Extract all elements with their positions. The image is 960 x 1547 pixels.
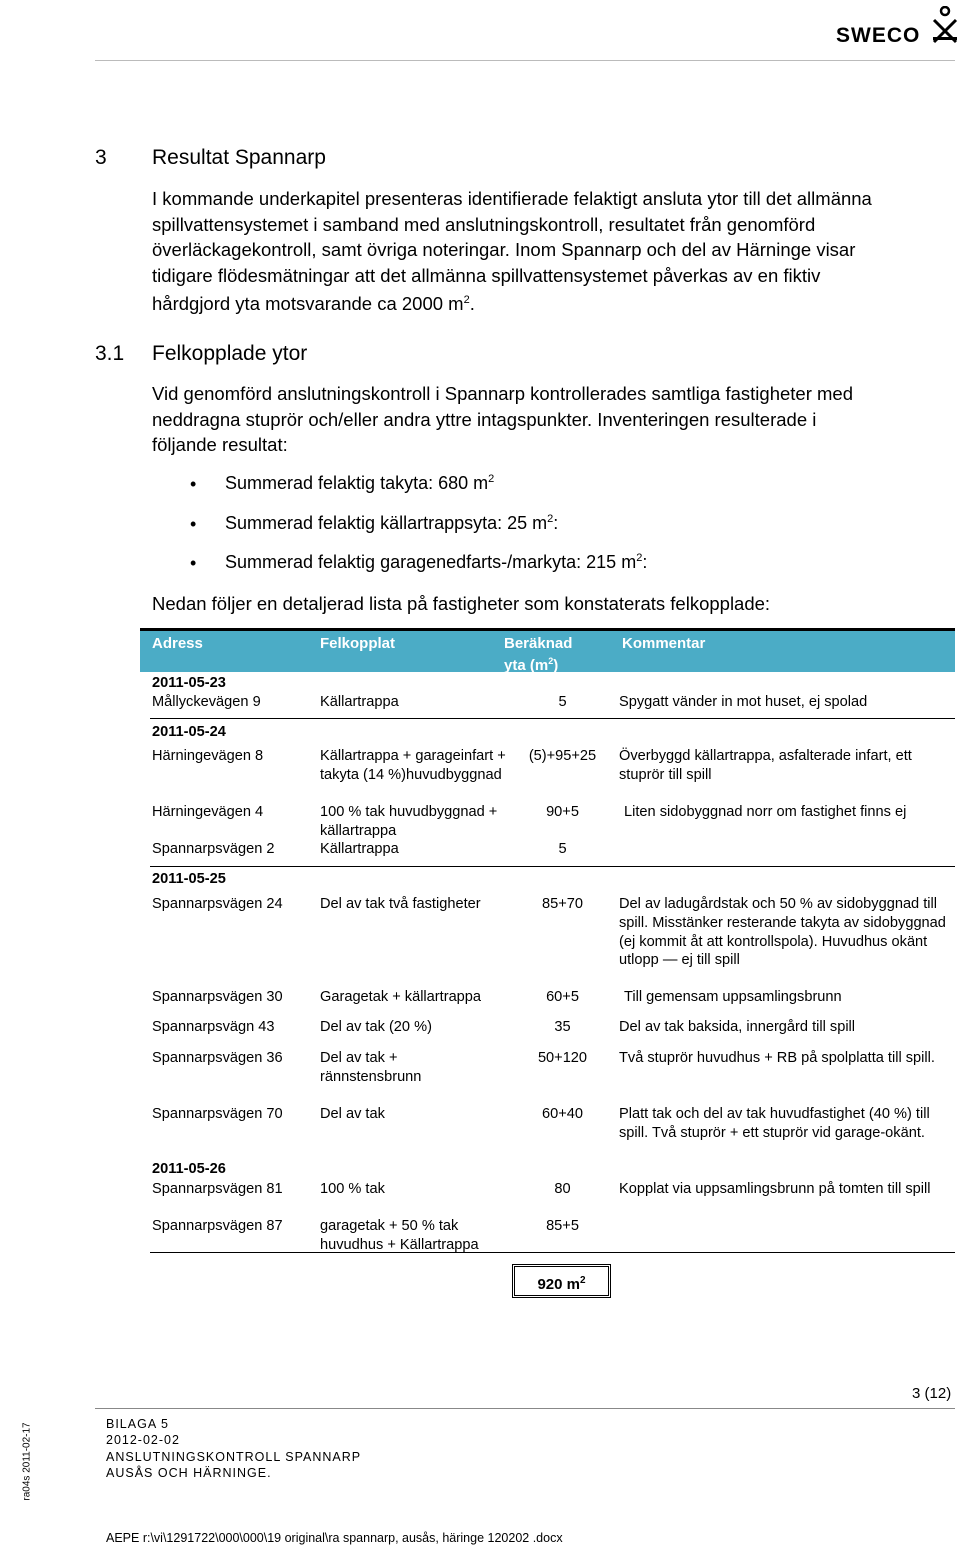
file-path: AEPE r:\vi\1291722\000\000\19 original\ra spannarp, ausås, häringe 120202 .docx xyxy=(106,1531,563,1545)
intro-line: tidigare flödesmätningar att det allmänna spillvattensystemet påverkas av en fiktiv xyxy=(152,264,821,286)
cell-adress: Spannarpsvägen 70 xyxy=(152,1106,283,1122)
cell-felkopplat: Del av tak xyxy=(320,1106,385,1122)
cell-kommentar: Platt tak och del av tak huvudfastighet (40 %) till spill. Två stuprör + ett stuprör vid garage-okänt. xyxy=(619,1106,930,1141)
sweco-logo xyxy=(836,6,958,46)
section-number: 3 xyxy=(95,146,107,169)
footer-line: 2012-02-02 xyxy=(106,1433,180,1448)
footer-block xyxy=(106,1416,361,1481)
section-intro xyxy=(152,186,952,317)
cell-adress: Härningevägen 8 xyxy=(152,748,264,764)
cell-felkopplat: 100 % tak huvudbyggnad + källartrappa xyxy=(320,804,498,839)
cell-yta: (5)+95+25 xyxy=(528,748,597,764)
intro-line: I kommande underkapitel presenteras identifierade felaktigt ansluta ytor till det allmänna xyxy=(152,188,872,209)
intro-line: överläckagekontroll, samt övriga noteringar. Inom Spannarp och del av Härninge visar xyxy=(152,239,856,260)
template-code: ra04s 2011-02-17 xyxy=(21,1422,33,1501)
subsection-paragraph xyxy=(152,381,952,458)
cell-kommentar: Del av tak baksida, innergård till spill xyxy=(619,1019,856,1035)
intro-line: spillvattensystemet i samband med anslutningskontroll, resultatet från genomförd xyxy=(152,213,816,235)
footer-line: BILAGA 5 xyxy=(106,1417,169,1431)
sweco-logo-mark-icon xyxy=(931,6,959,44)
page-number: 3 (12) xyxy=(912,1385,952,1402)
cell-kommentar: Överbyggd källartrappa, asfalterade infart, ett stuprör till spill xyxy=(619,748,912,783)
table-separator xyxy=(150,1252,955,1253)
para-line: neddragna stuprör och/eller andra yttre intagspunkter. Inventeringen resulterade i xyxy=(152,408,817,430)
cell-adress: Spannarpsvägen 36 xyxy=(152,1050,283,1066)
header-divider xyxy=(95,60,955,61)
cell-kommentar: Till gemensam uppsamlingsbrunn xyxy=(624,989,842,1005)
cell-felkopplat: 100 % tak xyxy=(320,1181,385,1197)
cell-adress: Härningevägen 4 xyxy=(152,804,264,820)
cell-adress: Spannarpsvägen 24 xyxy=(152,896,283,912)
bullet-item: Summerad felaktig källartrappsyta: 25 $m^2$: xyxy=(225,513,559,533)
date-group-label: 2011-05-24 xyxy=(152,724,226,740)
cell-adress: Mållyckevägen 9 xyxy=(152,694,261,710)
cell-yta: 50+120 xyxy=(537,1050,588,1066)
header-beraknad: Beräknad xyxy=(504,635,573,652)
cell-felkopplat: Garagetak + källartrappa xyxy=(320,989,482,1005)
intro-line-last: hårdgjord yta motsvarande ca 2000 $m^2$. xyxy=(152,293,475,315)
cell-adress: Spannarpsvägen 2 xyxy=(152,841,275,857)
table-intro: Nedan följer en detaljerad lista på fastigheter som konstaterats felkopplade: xyxy=(152,593,771,614)
para-line: följande resultat: xyxy=(152,434,288,455)
header-kommentar: Kommentar xyxy=(622,635,706,652)
cell-adress: Spannarpsvägen 81 xyxy=(152,1181,283,1197)
cell-kommentar: Två stuprör huvudhus + RB på spolplatta till spill. xyxy=(619,1050,935,1066)
cell-yta: 35 xyxy=(554,1019,571,1035)
table-separator xyxy=(150,718,955,719)
cell-kommentar: Spygatt vänder in mot huset, ej spolad xyxy=(619,694,868,710)
cell-adress: Spannarpsvägen 30 xyxy=(152,989,283,1005)
bullet-dot-icon: • xyxy=(190,553,197,573)
footer-divider xyxy=(95,1408,955,1409)
cell-yta: 85+5 xyxy=(546,1218,579,1234)
table-header xyxy=(140,628,955,672)
cell-felkopplat: Källartrappa xyxy=(320,841,399,857)
header-adress: Adress xyxy=(152,635,203,652)
subsection-number: 3.1 xyxy=(95,342,125,365)
cell-yta: 90+5 xyxy=(546,804,579,820)
header-felkopplat: Felkopplat xyxy=(320,635,396,652)
cell-felkopplat: Del av tak (20 %) xyxy=(320,1019,432,1035)
logo-text: SWECO xyxy=(836,24,921,47)
para-line: Vid genomförd anslutningskontroll i Spannarp kontrollerades samtliga fastigheter med xyxy=(152,383,854,404)
bullet-item: Summerad felaktig garagenedfarts-/markyta: 215 $m^2$: xyxy=(225,552,648,572)
cell-felkopplat: garagetak + 50 % tak huvudhus + Källartrappa xyxy=(320,1218,479,1253)
cell-kommentar: Del av ladugårdstak och 50 % av sidobyggnad till spill. Misstänker resterande takyta av sidobyggnad (ej kommit åt att kontrollspola). Huvudhus okänt utlopp — ej till spill xyxy=(619,896,946,969)
cell-yta: 85+70 xyxy=(542,896,583,912)
cell-felkopplat: Källartrappa + garageinfart + takyta (14 %)huvudbyggnad xyxy=(320,748,506,783)
total-value: 920 $m^2$ xyxy=(537,1275,586,1293)
header-yta: yta $(m^2)$ xyxy=(504,656,559,674)
cell-yta: 60+5 xyxy=(546,989,579,1005)
footer-line: ANSLUTNINGSKONTROLL SPANNARP xyxy=(106,1449,362,1464)
footer-line: AUSÅS OCH HÄRNINGE. xyxy=(106,1465,272,1480)
section-title: Resultat Spannarp xyxy=(152,146,326,169)
bullet-dot-icon: • xyxy=(190,474,197,494)
subsection-title: Felkopplade ytor xyxy=(152,342,308,365)
cell-yta: 60+40 xyxy=(542,1106,583,1122)
date-group-label: 2011-05-25 xyxy=(152,871,226,887)
cell-yta: 5 xyxy=(558,841,567,857)
cell-yta: 5 xyxy=(558,694,567,710)
cell-yta: 80 xyxy=(554,1181,571,1197)
date-group-label: 2011-05-26 xyxy=(152,1161,226,1177)
bullet-item: Summerad felaktig takyta: 680 $m^2$ xyxy=(225,473,495,493)
table-separator xyxy=(150,866,955,867)
cell-felkopplat: Del av tak + rännstensbrunn xyxy=(320,1050,422,1085)
cell-adress: Spannarpsvägn 43 xyxy=(152,1019,275,1035)
date-group-label: 2011-05-23 xyxy=(152,675,226,691)
bullet-dot-icon: • xyxy=(190,514,197,534)
cell-kommentar: Kopplat via uppsamlingsbrunn på tomten till spill xyxy=(619,1181,931,1197)
cell-kommentar: Liten sidobyggnad norr om fastighet finns ej xyxy=(624,804,907,820)
cell-felkopplat: Källartrappa xyxy=(320,694,399,710)
cell-felkopplat: Del av tak två fastigheter xyxy=(320,896,481,912)
cell-adress: Spannarpsvägen 87 xyxy=(152,1218,283,1234)
